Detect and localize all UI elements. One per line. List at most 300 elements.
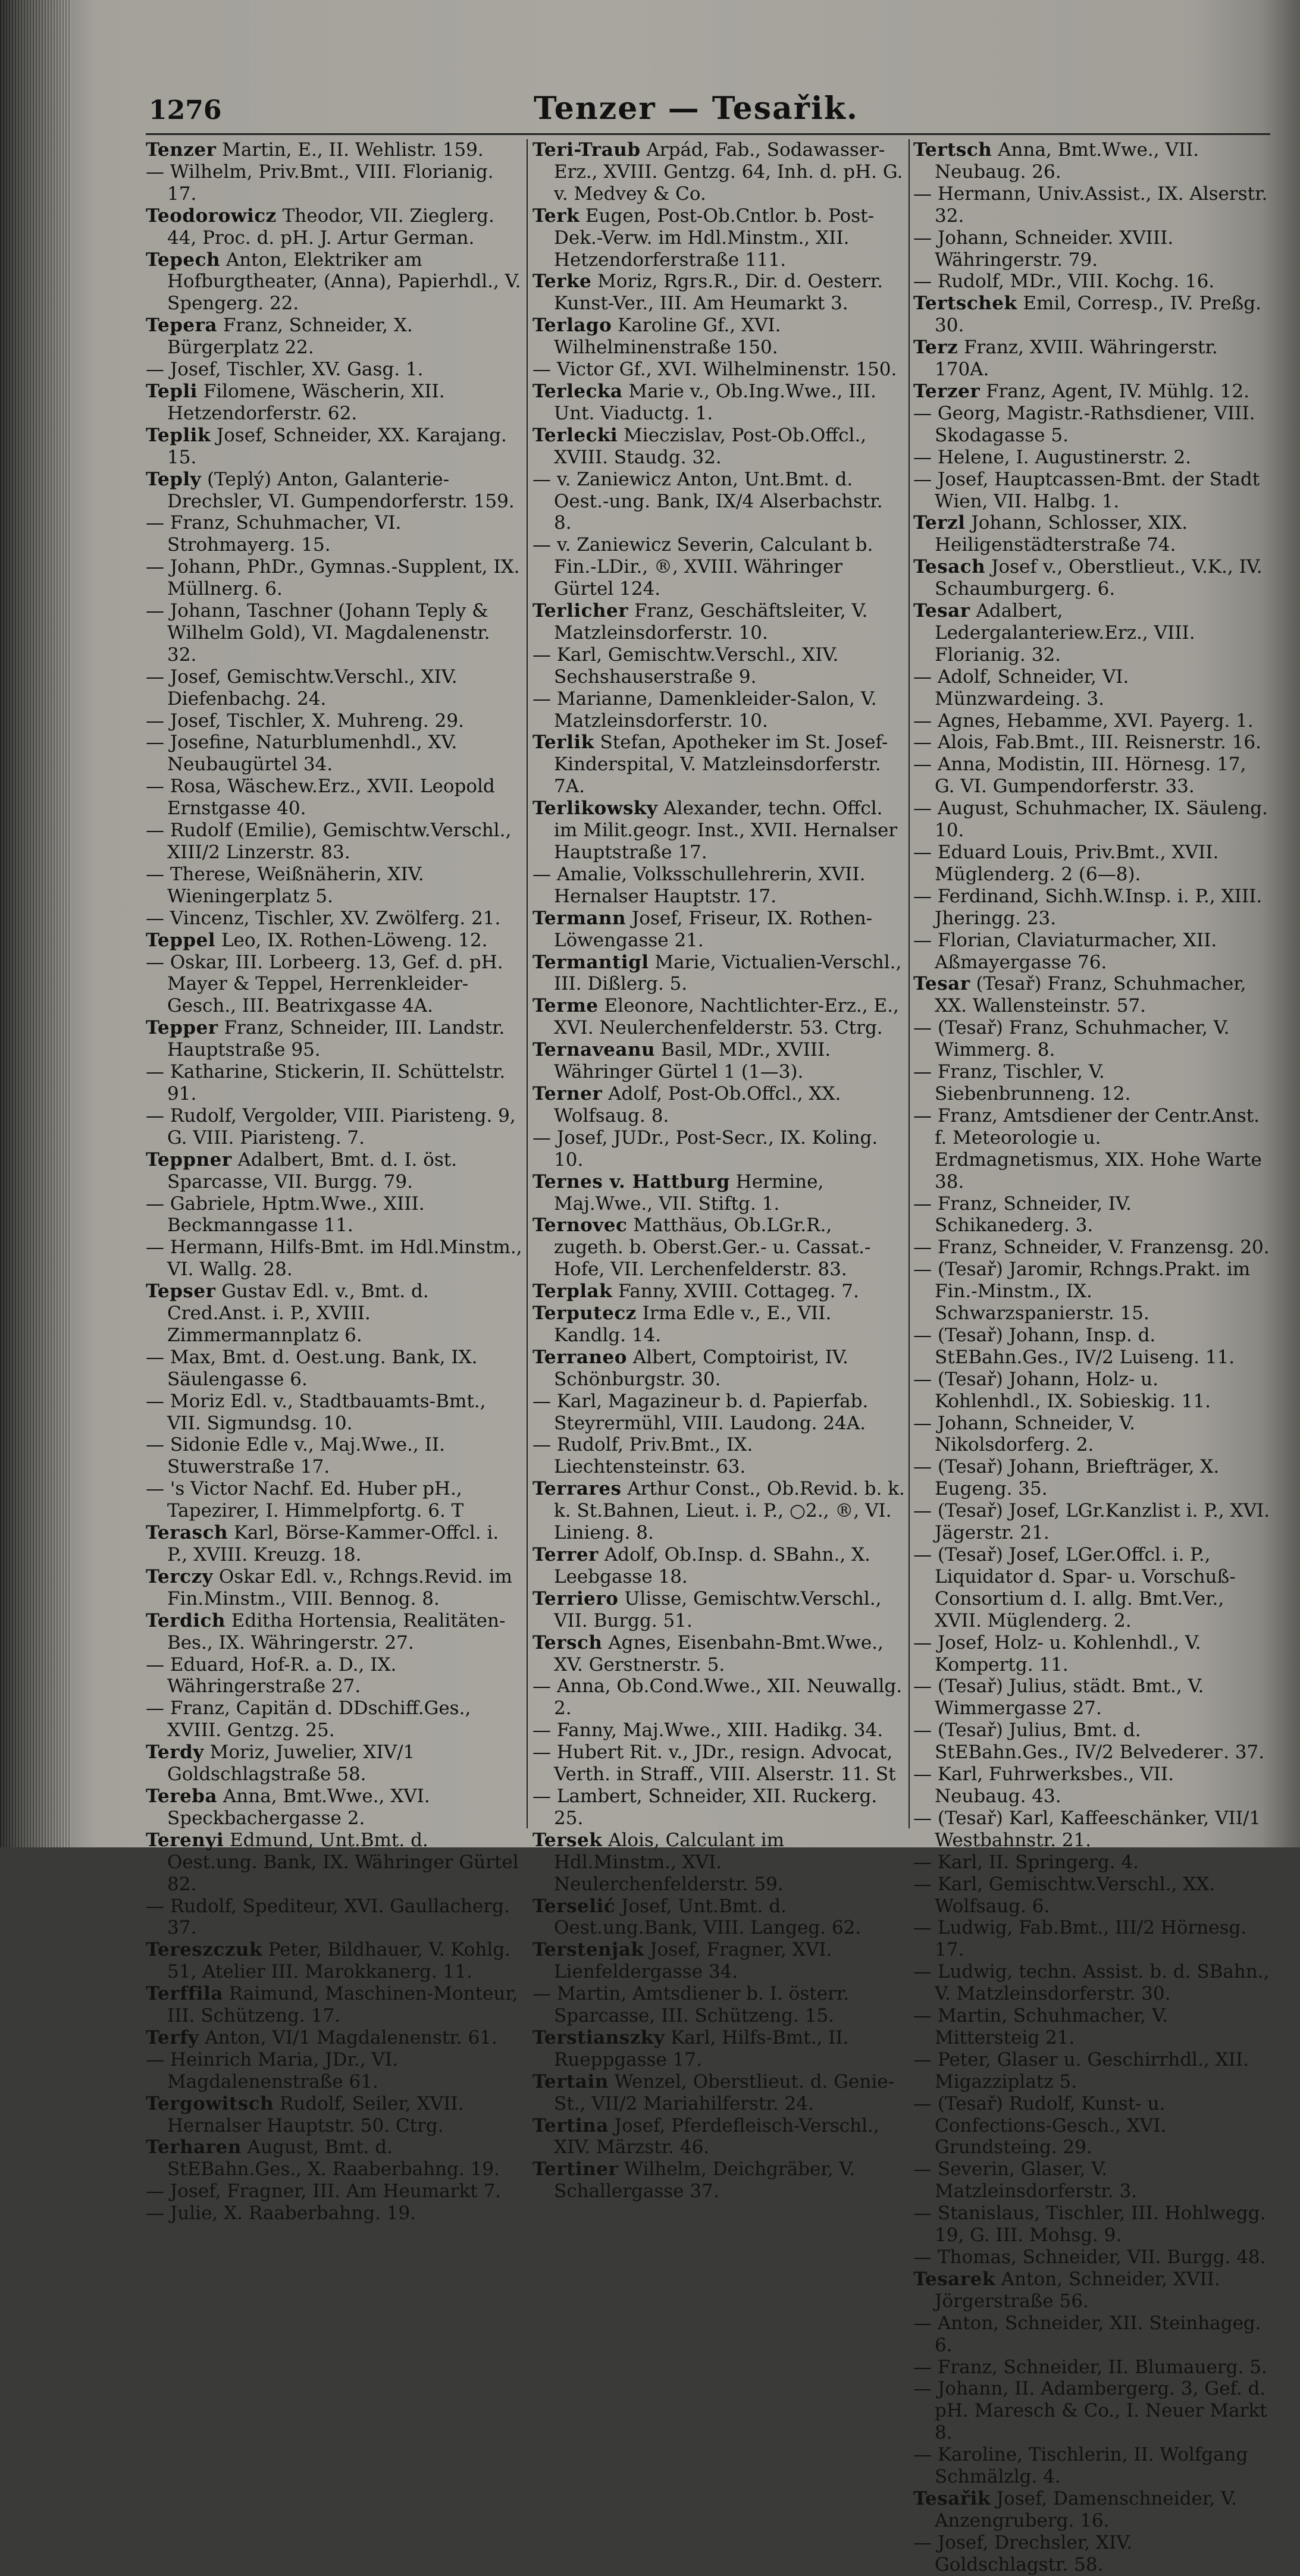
directory-entry [532,908,906,952]
directory-entry [532,995,906,1039]
directory-entry [146,952,524,1018]
directory-entry [913,271,1270,293]
entry-text: — Franz, Schuhmacher, VI. Strohmayerg. 15. [146,512,402,556]
directory-entry [532,1347,906,1391]
directory-entry [146,2093,524,2137]
directory-entry [146,1434,524,1478]
directory-entry [913,2246,1270,2268]
entry-text: Edmund, Unt.Bmt. d. Oest.ung. Bank, IX. Währinger Gürtel 82. [167,1829,519,1895]
directory-entry [532,1478,906,1544]
directory-entry [532,469,906,535]
directory-entry [913,1808,1270,1852]
entry-text: Anton, Schneider, XVII. Jörgerstraße 56. [935,2268,1220,2312]
entry-text: — Josef, Tischler, XV. Gasg. 1. [146,359,424,381]
entry-text: Anna, Bmt.Wwe., XVI. Speckbachergasse 2. [167,1785,430,1829]
entry-text: — Josef, Fragner, III. Am Heumarkt 7. [146,2180,502,2202]
directory-entry [913,1500,1270,1544]
entry-surname: Terrer [532,1544,599,1565]
directory-entry [146,2049,524,2093]
entry-text: Adolf, Ob.Insp. d. SBahn., X. Leebgasse 18. [554,1544,870,1587]
entry-text: — Hermann, Univ.Assist., IX. Alserstr. 32. [913,183,1268,227]
entry-text: — Karl, Gemischtw.Verschl., XX. Wolfsaug. 6. [913,1873,1216,1917]
directory-entry [913,842,1270,886]
directory-entry [532,315,906,359]
directory-entry [913,2357,1270,2379]
entry-text: Karoline Gf., XVI. Wilhelminenstraße 150. [554,315,781,359]
directory-entry [913,1544,1270,1632]
directory-entry [532,1391,906,1435]
entry-text: August, Bmt. d. StEBahn.Ges., X. Raaberbahng. 19. [167,2136,500,2180]
entry-text: — Amalie, Volksschullehrerin, XVII. Hernalser Hauptstr. 17. [532,863,866,907]
column-1 [146,139,524,2224]
entry-text: Rudolf, Seiler, XVII. Hernalser Hauptstr. 50. Ctrg. [167,2092,464,2136]
directory-entry [913,2093,1270,2159]
directory-entry [913,337,1270,381]
directory-entry [532,1434,906,1478]
directory-entry [146,820,524,864]
entry-text: — Josef, JUDr., Post-Secr., IX. Koling. 10. [532,1127,878,1171]
directory-entry [913,1720,1270,1764]
entry-surname: Terlicher [532,600,629,622]
directory-page [122,83,1270,2575]
entry-text: — Johann, Schneider, V. Nikolsdorferg. 2. [913,1412,1135,1456]
entry-surname: Tesach [913,556,986,578]
directory-entry [532,1676,906,1720]
entry-surname: Tepli [146,380,198,402]
directory-entry [913,1017,1270,1061]
entry-text: — (Tesař) Karl, Kaffeeschänker, VII/1 Westbahnstr. 21. [913,1807,1261,1851]
entry-surname: Tertsch [913,139,992,161]
directory-entry [913,1456,1270,1500]
directory-entry [532,864,906,908]
directory-entry [146,1281,524,1347]
entry-text: — Hubert Rit. v., JDr., resign. Advocat, Verth. in Straff., VIII. Alserstr. 11. St [532,1742,896,1786]
entry-text: — Agnes, Hebamme, XVI. Payerg. 1. [913,710,1254,732]
entry-text: — Georg, Magistr.-Rathsdiener, VIII. Skodagasse 5. [913,402,1255,446]
entry-surname: Terenyi [146,1829,224,1851]
entry-surname: Terstenjak [532,1939,644,1961]
entry-text: — Franz, Schneider, IV. Schikanederg. 3. [913,1193,1132,1237]
entry-surname: Ternaveanu [532,1039,656,1061]
entry-text: — Alois, Fab.Bmt., III. Reisnerstr. 16. [913,732,1262,754]
directory-entry [532,1303,906,1347]
entry-text: — Josef, Tischler, X. Muhreng. 29. [146,710,464,732]
entry-text: — (Tesař) Jaromir, Rchngs.Prakt. im Fin.-Minstm., IX. Schwarzspanierstr. 15. [913,1259,1251,1325]
entry-text: — (Tesař) Rudolf, Kunst- u. Confections-Gesch., XVI. Grundsteing. 29. [913,2092,1167,2158]
entry-surname: Terke [532,271,592,293]
directory-entry [913,447,1270,469]
directory-entry [913,1061,1270,1105]
directory-entry [913,227,1270,271]
entry-text: Oskar Edl. v., Rchngs.Revid. im Fin.Minstm., VIII. Bennog. 8. [167,1565,512,1609]
entry-text: — Josef, Drechsler, XIV. Goldschlagstr. 58. [913,2531,1133,2575]
entry-text: (Teplý) Anton, Galanterie-Drechsler, VI. Gumpendorferstr. 159. [167,468,515,512]
entry-surname: Terlik [532,732,594,754]
page-title: Tenzer — Tesařik. [534,90,859,127]
entry-text: — (Tesař) Johann, Holz- u. Kohlenhdl., IX. Sobieskig. 11. [913,1368,1211,1412]
entry-text: — Vincenz, Tischler, XV. Zwölferg. 21. [146,907,501,929]
directory-entry [913,512,1270,556]
directory-entry [532,359,906,381]
directory-entry [146,469,524,513]
entry-surname: Tergowitsch [146,2092,274,2114]
directory-entry [146,1149,524,1193]
entry-text: — (Tesař) Julius, städt. Bmt., V. Wimmergasse 27. [913,1676,1204,1720]
entry-text: — Josef, Gemischtw.Verschl., XIV. Diefenbachg. 24. [146,666,458,710]
entry-text: Arthur Const., Ob.Revid. b. k. k. St.Bahnen, Lieut. i. P., ○2., ®, VI. Linieng. 8. [554,1478,905,1544]
directory-entry [913,293,1270,337]
page-stack-edge [0,0,71,1847]
directory-entry [146,2136,524,2180]
entry-text: — Adolf, Schneider, VI. Münzwardeing. 3. [913,666,1129,710]
entry-text: Stefan, Apotheker im St. Josef-Kinderspital, V. Matzleinsdorferstr. 7A. [554,732,888,798]
directory-entry [146,315,524,359]
directory-entry [146,600,524,666]
directory-entry [913,732,1270,754]
entry-text: — Johann, Taschner (Johann Teply & Wilhelm Gold), VI. Magdalenenstr. 32. [146,600,490,666]
entry-text: — Eduard Louis, Priv.Bmt., XVII. Müglenderg. 2 (6—8). [913,842,1219,885]
entry-text: — Hermann, Hilfs-Bmt. im Hdl.Minstm., VI. Wallg. 28. [146,1237,522,1281]
entry-surname: Termantigl [532,951,649,973]
entry-text: — Franz, Schneider, II. Blumauerg. 5. [913,2356,1267,2378]
entry-text: — Rudolf, Spediteur, XVI. Gaullacherg. 37. [146,1895,510,1939]
entry-text: — Rudolf (Emilie), Gemischtw.Verschl., XIII/2 Linzerstr. 83. [146,820,512,863]
directory-entry [146,2027,524,2049]
entry-text: Moriz, Juwelier, XIV/1 Goldschlagstraße 58. [167,1742,415,1786]
entry-text: Anton, Elektriker am Hofburgtheater, (Anna), Papierhdl., V. Spengerg. 22. [167,249,521,315]
entry-text: Josef, Schneider, XX. Karajang. 15. [167,424,507,468]
directory-entry [913,1917,1270,1961]
directory-entry [532,1039,906,1083]
entry-surname: Terlago [532,315,612,337]
directory-entry [532,205,906,271]
entry-text: — Florian, Claviaturmacher, XII. Aßmayergasse 76. [913,929,1217,973]
directory-entry [913,2313,1270,2357]
directory-entry [146,732,524,776]
entry-text: — Peter, Glaser u. Geschirrhdl., XII. Migazziplatz 5. [913,2048,1249,2092]
entry-text: — Anton, Schneider, XII. Steinhageg. 6. [913,2312,1261,2356]
directory-entry [532,2027,906,2071]
directory-entry [532,600,906,644]
entry-text: Adolf, Post-Ob.Offcl., XX. Wolfsaug. 8. [554,1083,841,1127]
entry-text: — Josef, Holz- u. Kohlenhdl., V. Kompertg. 11. [913,1631,1201,1676]
entry-surname: Ternovec [532,1215,628,1237]
entry-text: Anton, VI/1 Magdalenenstr. 61. [205,2026,497,2048]
entry-text: Johann, Schlosser, XIX. Heiligenstädterstraße 74. [935,512,1188,556]
entry-text: Josef, Damenschneider, V. Anzengruberg. 16. [935,2487,1237,2531]
entry-text: — Rosa, Wäschew.Erz., XVII. Leopold Ernstgasse 40. [146,776,495,820]
directory-entry [913,183,1270,227]
column-3 [913,139,1270,2575]
entry-text: Peter, Bildhauer, V. Kohlg. 51, Atelier III. Marokkanerg. 11. [167,1939,511,1983]
directory-entry [532,1588,906,1632]
entry-surname: Terczy [146,1565,214,1587]
directory-entry [146,666,524,710]
entry-text: Josef v., Oberstlieut., V.K., IV. Schaumburgerg. 6. [935,556,1263,600]
entry-text: — Karl, Magazineur b. d. Papierfab. Steyrermühl, VIII. Laudong. 24A. [532,1390,869,1434]
entry-text: — Ferdinand, Sichh.W.Insp. i. P., XIII. Jheringg. 23. [913,885,1263,929]
entry-surname: Teppel [146,929,216,951]
entry-surname: Terselić [532,1895,616,1917]
entry-text: Arpád, Fab., Sodawasser-Erz., XVIII. Gentzg. 64, Inh. d. pH. G. v. Medvey & Co. [554,139,903,205]
directory-entry [913,798,1270,842]
directory-entry [146,1566,524,1610]
entry-text: — Marianne, Damenkleider-Salon, V. Matzleinsdorferstr. 10. [532,688,877,732]
entry-surname: Terrares [532,1478,622,1500]
entry-text: Karl, Hilfs-Bmt., II. Rueppgasse 17. [554,2026,849,2070]
directory-entry [913,2049,1270,2093]
entry-text: Adalbert, Bmt. d. I. öst. Sparcasse, VII. Burgg. 79. [167,1149,458,1193]
directory-entry [532,1215,906,1281]
column-2 [532,139,906,2202]
entry-surname: Terner [532,1083,603,1105]
directory-entry [146,2180,524,2202]
entry-text: — Helene, I. Augustinerstr. 2. [913,446,1192,468]
directory-entry [532,271,906,315]
entry-text: — Sidonie Edle v., Maj.Wwe., II. Stuwerstraße 17. [146,1434,445,1478]
entry-surname: Tereszczuk [146,1939,262,1961]
entry-text: — Rudolf, Priv.Bmt., IX. Liechtensteinstr. 63. [532,1434,753,1478]
directory-entry [532,1983,906,2027]
entry-surname: Terme [532,995,599,1017]
entry-text: Raimund, Maschinen-Monteur, III. Schützeng. 17. [167,1983,518,2027]
page-number: 1276 [149,95,222,125]
entry-text: Franz, Schneider, X. Bürgerplatz 22. [167,315,413,359]
directory-entry [532,139,906,205]
directory-entry [913,1632,1270,1676]
directory-entry [146,864,524,908]
entry-text: Eleonore, Nachtlichter-Erz., E., XVI. Neulerchenfelderstr. 53. Ctrg. [554,995,899,1039]
directory-entry [532,644,906,688]
directory-entry [146,1698,524,1742]
entry-surname: Terffila [146,1983,223,2005]
directory-entry [532,1939,906,1983]
directory-entry [913,1193,1270,1237]
entry-text: — Karl, Gemischtw.Verschl., XIV. Sechshauserstraße 9. [532,644,839,688]
entry-surname: Tepper [146,1017,218,1039]
directory-entry [913,2158,1270,2202]
directory-entry [146,1478,524,1522]
entry-text: Editha Hortensia, Realitäten-Bes., IX. Währingerstr. 27. [167,1609,506,1653]
directory-entry [146,205,524,249]
directory-entry [146,556,524,600]
directory-entry [146,1610,524,1654]
directory-entry [532,798,906,864]
entry-text: — Max, Bmt. d. Oest.ung. Bank, IX. Säulengasse 6. [146,1346,478,1390]
entry-text: — Martin, Schuhmacher, V. Mittersteig 21. [913,2005,1168,2048]
entry-surname: Tertina [532,2114,609,2136]
entry-text: Eugen, Post-Ob.Cntlor. b. Post-Dek.-Verw. im Hdl.Minstm., XII. Hetzendorferstraße 111. [554,205,875,271]
directory-entry [146,1830,524,1896]
entry-text: — Heinrich Maria, JDr., VI. Magdalenenstraße 61. [146,2048,398,2092]
directory-entry [146,425,524,469]
entry-text: Alexander, techn. Offcl. im Milit.geogr. Inst., XVII. Hernalser Hauptstraße 17. [554,798,898,863]
entry-text: — Karl, II. Springerg. 4. [913,1851,1139,1873]
entry-surname: Teri-Traub [532,139,641,161]
directory-entry [913,556,1270,600]
entry-text: — Therese, Weißnäherin, XIV. Wieningerplatz 5. [146,863,424,907]
directory-entry [146,1654,524,1698]
entry-text: Hermine, Maj.Wwe., VII. Stiftg. 1. [554,1171,824,1215]
entry-text: — Anna, Ob.Cond.Wwe., XII. Neuwallg. 2. [532,1676,903,1720]
directory-entry [913,1764,1270,1808]
entry-text: — Karoline, Tischlerin, II. Wolfgang Schmälzlg. 4. [913,2444,1248,2488]
directory-entry [532,2115,906,2159]
entry-text: — v. Zaniewicz Anton, Unt.Bmt. d. Oest.-ung. Bank, IX/4 Alserbachstr. 8. [532,468,883,534]
entry-text: Josef, Pferdefleisch-Verschl., XIV. Märzstr. 46. [554,2114,879,2158]
directory-entry [146,1939,524,1983]
directory-entry [146,139,524,161]
entry-text: Mieczislav, Post-Ob.Offcl., XVIII. Staudg. 32. [554,424,867,468]
directory-entry [532,534,906,600]
entry-text: — Josef, Hauptcassen-Bmt. der Stadt Wien, VII. Halbg. 1. [913,468,1260,512]
entry-text: Wenzel, Oberstlieut. d. Genie-St., VII/2 Mariahilferstr. 24. [554,2070,895,2114]
entry-surname: Terasch [146,1522,228,1544]
entry-surname: Ternes v. Hattburg [532,1171,730,1193]
entry-surname: Tersek [532,1829,603,1851]
directory-entry [913,1237,1270,1259]
directory-entry [532,1083,906,1127]
directory-entry [913,666,1270,710]
entry-text: Anna, Bmt.Wwe., VII. Neubaug. 26. [935,139,1199,183]
directory-entry [146,930,524,952]
entry-surname: Tesarek [913,2268,995,2290]
directory-entry [913,1259,1270,1325]
entry-surname: Terzer [913,380,981,402]
directory-entry [532,2071,906,2115]
entry-text: Marie, Victualien-Verschl., III. Dißlerg. 5. [554,951,902,995]
entry-text: Matthäus, Ob.LGr.R., zugeth. b. Oberst.Ger.- u. Cassat.-Hofe, VII. Lerchenfelderstr. 83. [554,1215,871,1281]
directory-entry [146,512,524,556]
directory-entry [913,1325,1270,1369]
directory-entry [146,2202,524,2224]
entry-surname: Tertain [532,2070,609,2092]
directory-entry [146,1786,524,1830]
entry-surname: Tenzer [146,139,217,161]
directory-entry [913,600,1270,666]
directory-entry [532,1171,906,1215]
directory-entry [913,2378,1270,2444]
entry-text: — v. Zaniewicz Severin, Calculant b. Fin.-LDir., ®, XVIII. Währinger Gürtel 124. [532,534,873,600]
entry-text: Josef, Fragner, XVI. Lienfeldergasse 34. [554,1939,832,1983]
entry-text: — Katharine, Stickerin, II. Schüttelstr. 91. [146,1061,506,1105]
directory-entry [532,2158,906,2202]
directory-entry [532,1281,906,1303]
entry-text: — Johann, Schneider. XVIII. Währingerstr. 79. [913,227,1174,271]
entry-surname: Terdy [146,1742,204,1764]
entry-surname: Terlecka [532,380,623,402]
entry-text: — (Tesař) Franz, Schuhmacher, V. Wimmerg. 8. [913,1017,1230,1061]
entry-surname: Tesar [913,973,970,995]
entry-surname: Tepera [146,315,218,337]
directory-entry [146,1983,524,2027]
directory-entry [913,2532,1270,2576]
entry-surname: Teodorowicz [146,205,277,227]
directory-entry [913,469,1270,513]
entry-text: — Moriz Edl. v., Stadtbauamts-Bmt., VII. Sigmundsg. 10. [146,1390,486,1434]
entry-text: — Franz, Capitän d. DDschiff.Ges., XVIII. Gentzg. 25. [146,1698,471,1742]
entry-surname: Termann [532,907,626,929]
directory-entry [532,1127,906,1171]
entry-surname: Tertiner [532,2158,619,2180]
directory-entry [146,1896,524,1940]
column-divider [527,139,528,1828]
entry-text: Moriz, Rgrs.R., Dir. d. Oesterr. Kunst-Ver., III. Am Heumarkt 3. [554,271,883,315]
entry-text: — Severin, Glaser, V. Matzleinsdorferstr. 3. [913,2158,1138,2202]
directory-entry [146,249,524,315]
entry-text: Wilhelm, Deichgräber, V. Schallergasse 37. [554,2158,856,2202]
entry-text: — Franz, Tischler, V. Siebenbrunneng. 12. [913,1061,1131,1105]
column-divider [909,139,910,1828]
entry-text: Emil, Corresp., IV. Preßg. 30. [935,293,1261,337]
directory-entry [146,1522,524,1566]
entry-text: — (Tesař) Julius, Bmt. d. StEBahn.Ges., IV/2 Belvederег. 37. [913,1720,1265,1764]
entry-surname: Terputecz [532,1303,637,1325]
directory-entry [913,1676,1270,1720]
directory-entry [532,381,906,425]
entry-text: — Eduard, Hof-R. a. D., IX. Währingerstraße 27. [146,1653,397,1698]
directory-entry [146,1391,524,1435]
entry-surname: Teply [146,468,202,490]
page-header [122,83,1270,131]
entry-text: — Julie, X. Raaberbahng. 19. [146,2202,416,2224]
entry-surname: Terharen [146,2136,242,2158]
entry-text: — Oskar, III. Lorbeerg. 13, Gef. d. pH. Mayer & Teppel, Herrenkleider-Gesch., III. Beatrixgasse 4A. [146,951,503,1017]
entry-text: — Martin, Amtsdiener b. I. österr. Sparcasse, III. Schützeng. 15. [532,1983,850,2027]
entry-text: — August, Schuhmacher, IX. Säuleng. 10. [913,798,1268,842]
entry-text: — Ludwig, Fab.Bmt., III/2 Hörnesg. 17. [913,1917,1247,1961]
directory-entry [532,732,906,798]
directory-entry [146,1742,524,1786]
entry-text: — Franz, Schneider, V. Franzensg. 20. [913,1237,1270,1259]
directory-entry [913,1961,1270,2005]
directory-entry [913,1105,1270,1193]
directory-entry [146,1347,524,1391]
entry-text: Marie v., Ob.Ing.Wwe., III. Unt. Viaductg. 1. [554,380,876,424]
directory-entry [913,1852,1270,1874]
entry-text: Irma Edle v., E., VII. Kandlg. 14. [554,1303,832,1346]
entry-text: Ulisse, Gemischtw.Verschl., VII. Burgg. 51. [554,1587,882,1631]
entry-text: — Johann, II. Adambergerg. 3, Gef. d. pH. Maresch & Co., I. Neuer Markt 8. [913,2378,1267,2444]
entry-text: Karl, Börse-Kammer-Offcl. i. P., XVIII. Kreuzg. 18. [167,1522,499,1565]
entry-surname: Tepech [146,249,221,271]
entry-surname: Tertschek [913,293,1017,315]
entry-surname: Teplik [146,424,211,446]
entry-surname: Tepser [146,1281,216,1303]
entry-surname: Tesařik [913,2487,991,2509]
entry-text: Martin, E., II. Wehlistr. 159. [222,139,484,161]
entry-text: Franz, Schneider, III. Landstr. Hauptstraße 95. [167,1017,505,1061]
directory-entry [913,381,1270,403]
directory-entry [532,1632,906,1676]
directory-entry [913,139,1270,183]
entry-surname: Terriero [532,1587,619,1609]
directory-entry [532,1786,906,1830]
directory-entry [913,2202,1270,2246]
entry-text: — Gabriele, Hptm.Wwe., XIII. Beckmanngasse 11. [146,1193,425,1237]
entry-text: — 's Victor Nachf. Ed. Huber pH., Tapezirer, I. Himmelpfortg. 6. T [146,1478,464,1522]
entry-text: — Thomas, Schneider, VII. Burgg. 48. [913,2246,1266,2268]
directory-entry [913,403,1270,447]
entry-text: Fanny, XVIII. Cottageg. 7. [618,1281,859,1303]
entry-text: Franz, Agent, IV. Mühlg. 12. [986,380,1249,402]
entry-text: — Stanislaus, Tischler, III. Hohlwegg. 19, G. III. Mohsg. 9. [913,2202,1266,2246]
directory-entry [532,1896,906,1940]
entry-surname: Tereba [146,1785,218,1807]
directory-entry [146,1237,524,1281]
entry-text: — Karl, Fuhrwerksbes., VII. Neubaug. 43. [913,1764,1174,1807]
entry-text: Alois, Calculant im Hdl.Minstm., XVI. Neulerchenfelderstr. 59. [554,1829,785,1895]
